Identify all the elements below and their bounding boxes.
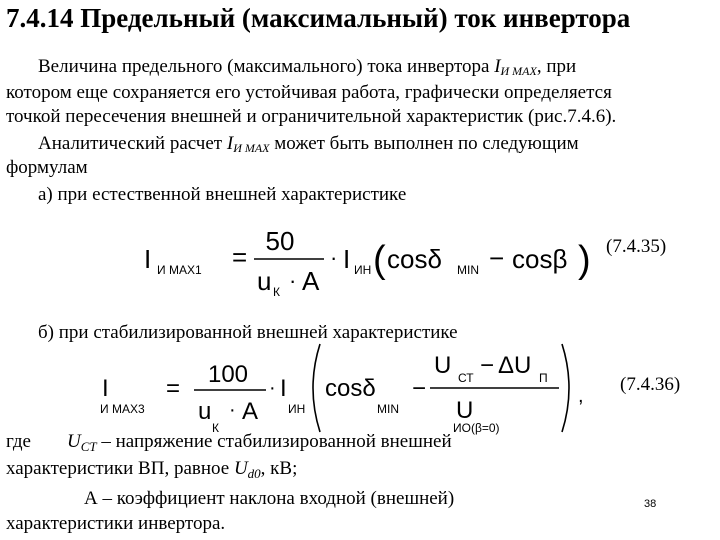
left-paren: ( <box>373 239 386 281</box>
denominator-u: u <box>257 266 272 296</box>
numerator-U: U <box>434 352 452 379</box>
lhs-subscript: И MAX3 <box>100 402 145 416</box>
equation-number-36: (7.4.36) <box>620 374 681 395</box>
denominator-A: A <box>242 398 259 425</box>
equals-sign: = <box>232 242 248 272</box>
page-number: 38 <box>644 498 657 510</box>
imax-symbol: I <box>494 56 501 77</box>
lhs-symbol: I <box>102 375 109 402</box>
cos-beta: cosβ <box>512 244 568 274</box>
minus-sign: − <box>412 375 427 402</box>
para1-line3: точкой пересечения внешней и ограничительной характеристик (рис.7.4.6). <box>6 106 617 127</box>
denominator-u: u <box>198 398 212 425</box>
current-symbol: I <box>280 375 287 402</box>
imax-subscript: И MAX <box>500 64 537 78</box>
formula-7-4-36 <box>96 340 591 436</box>
ust-subscript: СТ <box>80 439 97 454</box>
section-title: 7.4.14 Предельный (максимальный) ток инвертора <box>6 3 631 33</box>
denominator-dot: · <box>289 268 297 293</box>
where-text: – напряжение стабилизированной внешней <box>96 431 452 452</box>
where-line2 <box>6 458 297 482</box>
para1-line2: котором еще сохраняется его устойчивая работа, графически определяется <box>6 82 612 103</box>
denominator-u-subscript: К <box>273 285 280 299</box>
minus-sign: − <box>489 243 505 273</box>
multiply-dot: · <box>330 245 338 270</box>
lhs-symbol: I <box>144 244 152 274</box>
numerator-U-subscript: СТ <box>458 371 474 385</box>
para2-text-b: может быть выполнен по следующим <box>269 133 579 154</box>
cos-delta: cosδ <box>387 244 442 274</box>
right-paren: ) <box>578 239 591 281</box>
denominator-U: U <box>456 397 474 424</box>
current-subscript: ИН <box>288 402 306 416</box>
equals-sign: = <box>166 375 181 402</box>
equation-number-35: (7.4.35) <box>606 236 667 257</box>
numerator-minus: − <box>480 352 495 379</box>
formula-7-4-35 <box>140 220 610 302</box>
denominator-u-subscript: К <box>212 421 219 435</box>
cos-delta-subscript: MIN <box>377 402 399 416</box>
item-b-text: б) при стабилизированной внешней характеристике <box>38 322 458 343</box>
numerator-50: 50 <box>265 226 295 256</box>
para1-text-a: Величина предельного (максимального) тока инвертора <box>38 56 495 77</box>
right-paren <box>562 344 569 432</box>
ud0-subscript: d0 <box>247 466 261 481</box>
para2-line1 <box>38 133 579 156</box>
current-subscript: ИН <box>354 263 372 277</box>
para1-line1 <box>38 56 576 79</box>
numerator-delta-U: ΔU <box>498 352 532 379</box>
para2-text-a: Аналитический расчет <box>38 133 227 154</box>
para1-text-b: , при <box>536 56 577 77</box>
lhs-subscript: И MAX1 <box>157 263 202 277</box>
imax-symbol: I <box>226 133 234 154</box>
numerator-delta-U-subscript: П <box>539 371 548 385</box>
where-line1 <box>6 431 452 455</box>
para2-line2: формулам <box>6 157 88 178</box>
cos-delta-subscript: MIN <box>457 263 479 277</box>
imax-subscript: И MAX <box>233 141 270 155</box>
denominator-A: A <box>302 266 320 296</box>
numerator-100: 100 <box>207 361 249 388</box>
where-line3: А – коэффициент наклона входной (внешней) <box>84 488 455 509</box>
where-line2-text-b: , кВ; <box>260 458 298 479</box>
multiply-dot: · <box>269 377 276 399</box>
where-label: где <box>6 431 31 452</box>
current-symbol: I <box>343 244 351 274</box>
where-line2-text-a: характеристики ВП, равное <box>6 458 234 479</box>
left-paren <box>313 344 320 432</box>
ud0-symbol: U <box>233 458 248 479</box>
cos-delta: cosδ <box>325 375 376 402</box>
item-a-text: а) при естественной внешней характеристике <box>38 184 407 205</box>
ust-symbol: U <box>66 431 81 452</box>
denominator-dot: · <box>229 399 236 421</box>
denominator-U-subscript: ИО(β=0) <box>453 421 500 435</box>
where-line4: характеристики инвертора. <box>6 513 226 534</box>
trailing-comma: , <box>578 385 584 407</box>
